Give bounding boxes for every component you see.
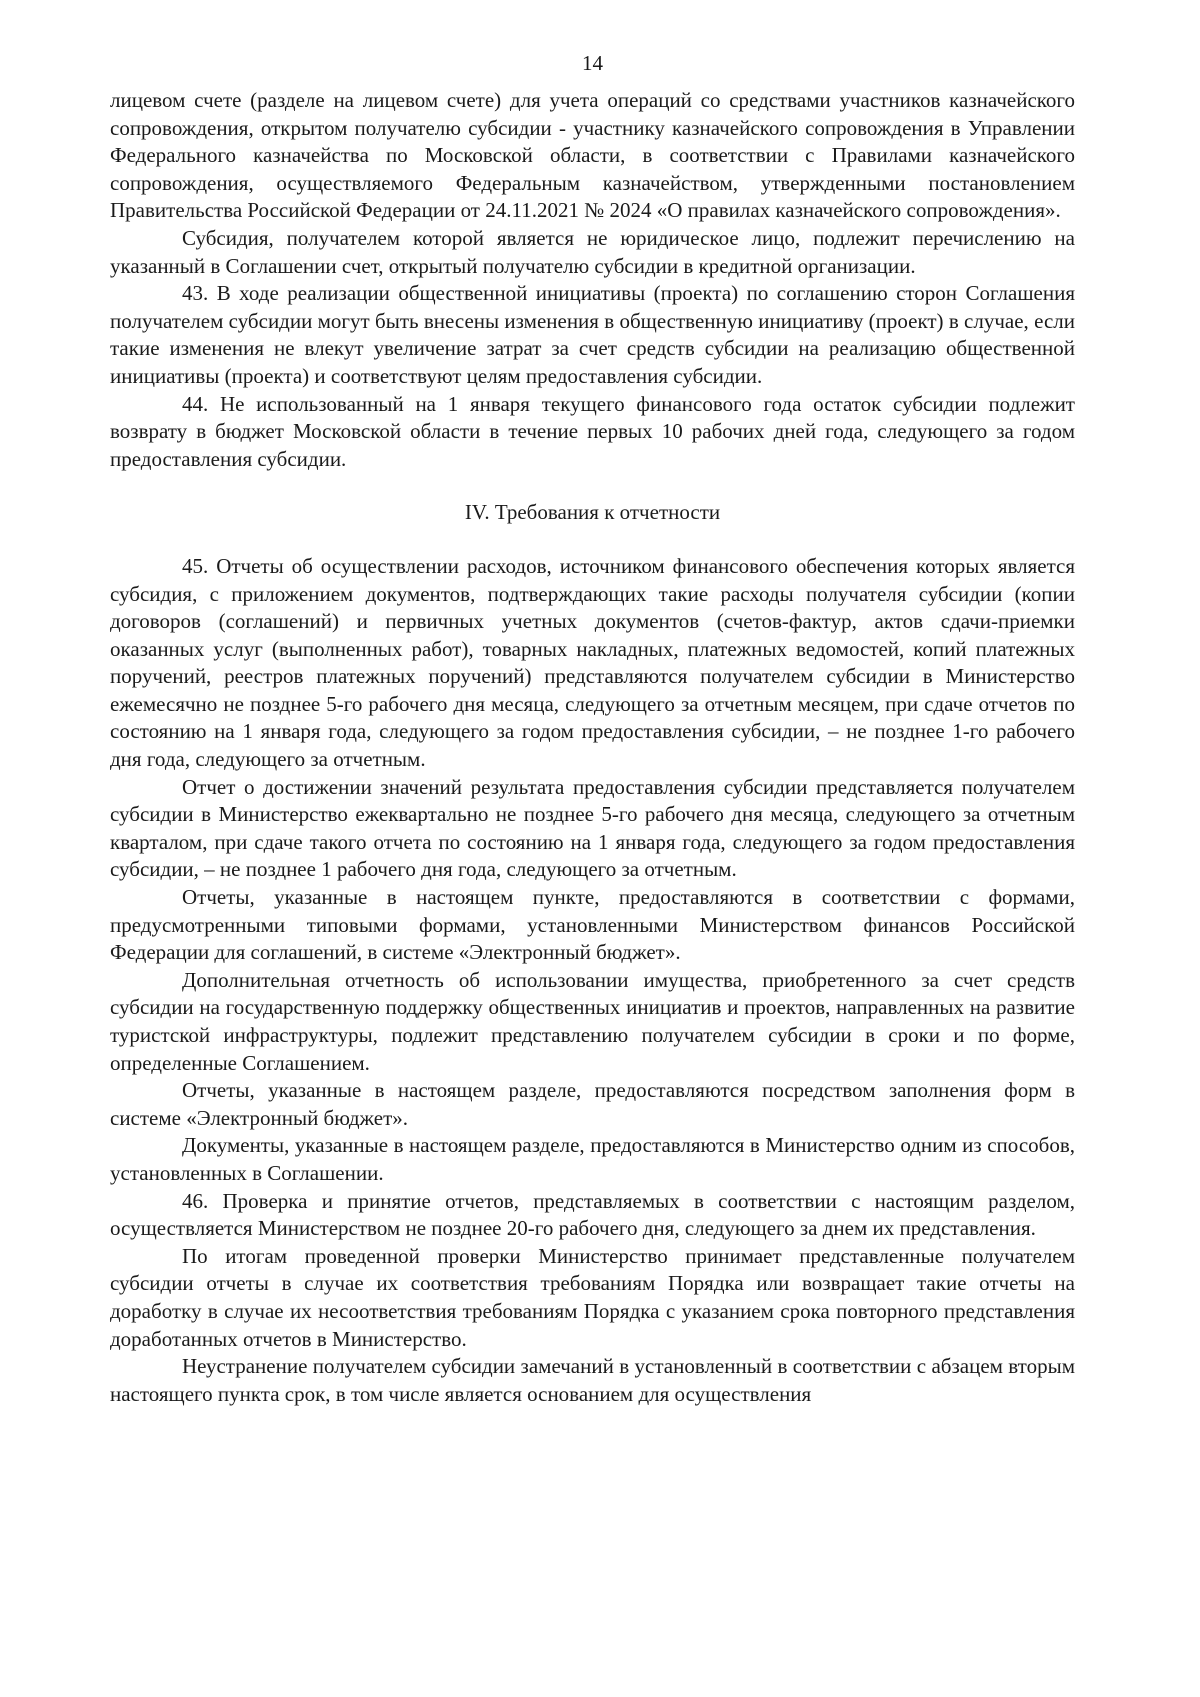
paragraph-45: 45. Отчеты об осуществлении расходов, источником финансового обеспечения которых является субсидия, с приложением документов, подтверждающих такие расходы получателя субсидии (копии договоров (соглашений) и первичных учетных документов (счетов-фактур, актов сдачи-приемки оказанных услуг (выполненных работ), товарных накладных, платежных ведомостей, копий платежных поручений, реестров платежных поручений) представляются получателем субсидии в Министерство ежемесячно не позднее 5-го рабочего дня месяца, следующего за отчетным месяцем, при сдаче отчетов по состоянию на 1 января года, следующего за годом предоставления субсидии, – не позднее 1-го рабочего дня года, следующего за отчетным. (110, 553, 1075, 772)
paragraph-report-forms: Отчеты, указанные в настоящем пункте, предоставляются в соответствии с формами, предусмотренными типовыми формами, установленными Министерством финансов Российской Федерации для соглашений, в системе «Электронный бюджет». (110, 885, 1075, 965)
paragraph-documents-submission: Документы, указанные в настоящем разделе, предоставляются в Министерство одним из способов, установленных в Соглашении. (110, 1133, 1075, 1185)
paragraph-non-elimination: Неустранение получателем субсидии замечаний в установленный в соответствии с абзацем вторым настоящего пункта срок, в том числе является основанием для осуществления (110, 1354, 1075, 1406)
section-heading: IV. Требования к отчетности (464, 500, 721, 525)
paragraph-subsidy-non-legal: Субсидия, получателем которой является не юридическое лицо, подлежит перечислению на указанный в Соглашении счет, открытый получателю субсидии в кредитной организации. (110, 225, 1075, 278)
paragraph-check-results: По итогам проведенной проверки Министерство принимает представленные получателем субсидии отчеты в случае их соответствия требованиям Порядка или возвращает такие отчеты на доработку в случае их несоответствия требованиям Порядка с указанием срока повторного представления доработанных отчетов в Министерство. (110, 1243, 1075, 1351)
paragraph-43: 43. В ходе реализации общественной инициативы (проекта) по соглашению сторон Соглашения получателем субсидии могут быть внесены изменения в общественную инициативу (проект) в случае, если такие изменения не влекут увеличение затрат за счет средств субсидии на реализацию общественной инициативы (проекта) и соответствуют целям предоставления субсидии. (110, 281, 1075, 388)
paragraph-continuation: лицевом счете (разделе на лицевом счете) для учета операций со средствами участников казначейского сопровождения, открытом получателю субсидии - участнику казначейского сопровождения в Управлении Федерального казначейства по Московской области, в соответствии с Правилами казначейского сопровождения, осуществляемого Федеральным казначейством, утвержденными постановлением Правительства Российской Федерации от 24.11.2021 № 2024 «О правилах казначейского сопровождения». (110, 88, 1075, 223)
paragraph-electronic-budget: Отчеты, указанные в настоящем разделе, предоставляются посредством заполнения форм в системе «Электронный бюджет». (110, 1078, 1075, 1130)
document-page (110, 50, 1075, 1408)
paragraph-44: 44. Не использованный на 1 января текущего финансового года остаток субсидии подлежит возврату в бюджет Московской области в течение первых 10 рабочих дней года, следующего за годом предоставления субсидии. (110, 391, 1075, 471)
paragraph-additional-reporting: Дополнительная отчетность об использовании имущества, приобретенного за счет средств субсидии на государственную поддержку общественных инициатив и проектов, направленных на развитие туристской инфраструктуры, подлежит представлению получателем субсидии в сроки и по форме, определенные Соглашением. (110, 967, 1075, 1075)
paragraph-46: 46. Проверка и принятие отчетов, представляемых в соответствии с настоящим разделом, осуществляется Министерством не позднее 20-го рабочего дня, следующего за днем их представления. (110, 1188, 1075, 1241)
page-number: 14 (582, 51, 603, 75)
paragraph-result-report: Отчет о достижении значений результата предоставления субсидии представляется получателем субсидии в Министерство ежеквартально не позднее 5-го рабочего дня месяца, следующего за отчетным кварталом, при сдаче такого отчета по состоянию на 1 января года, следующего за годом предоставления субсидии, – не позднее 1 рабочего дня года, следующего за отчетным. (110, 774, 1075, 882)
